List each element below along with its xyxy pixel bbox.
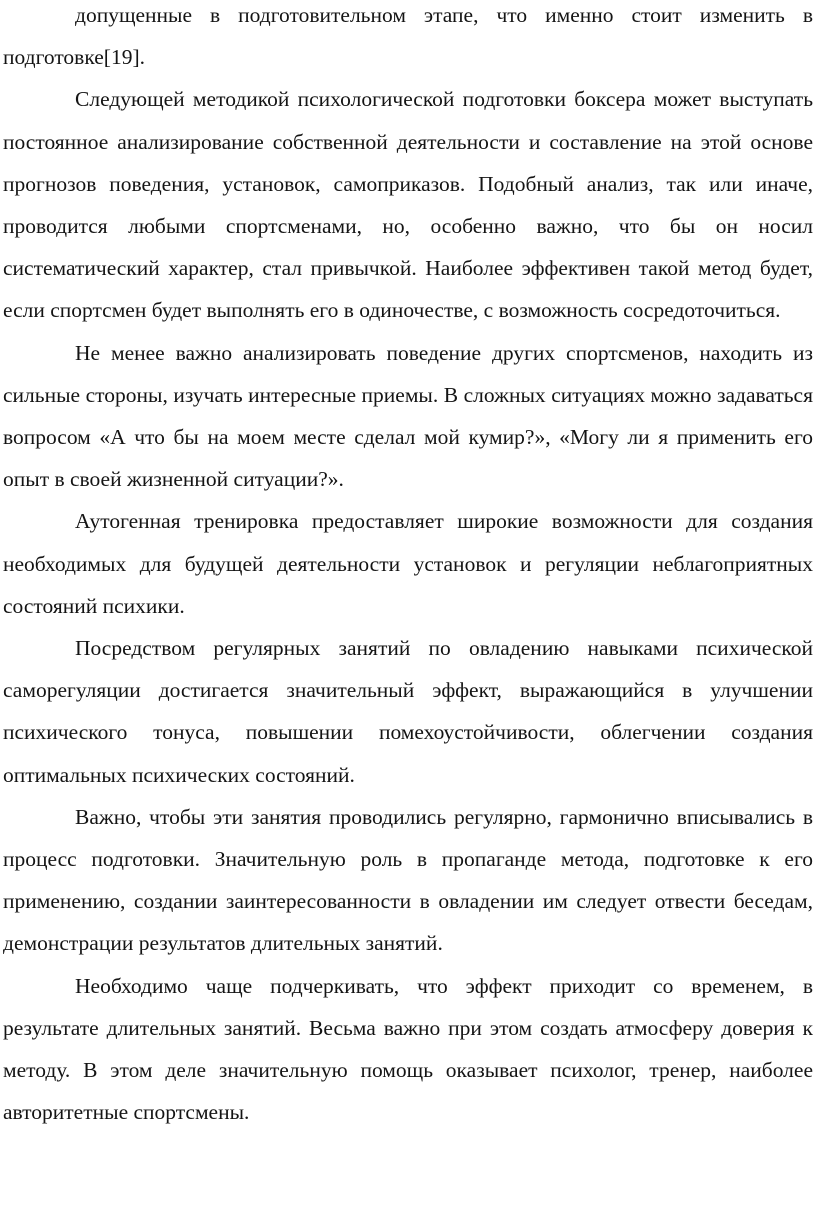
paragraph-analyze-others: Не менее важно анализировать поведение других спортсменов, находить из сильные стороны, изучать интересные приемы. В сложных ситуациях можно задаваться вопросом «А что бы на моем месте сделал мой кумир?», «Могу ли я применить его опыт в своей жизненной ситуации?». (3, 340, 813, 492)
paragraph-long-term-effect: Необходимо чаще подчеркивать, что эффект приходит со временем, в результате длительных занятий. Весьма важно при этом создать атмосферу доверия к методу. В этом деле значительную помощь оказывает психолог, тренер, наиболее авторитетные спортсмены. (3, 973, 813, 1125)
paragraph-autogenic-training: Аутогенная тренировка предоставляет широкие возможности для создания необходимых для будущей деятельности установок и регуляции неблагоприятных состояний психики. (3, 509, 813, 618)
paragraph-regular-sessions: Важно, чтобы эти занятия проводились регулярно, гармонично вписывались в процесс подготовки. Значительную роль в пропаганде метода, подготовке к его применению, создании заинтересованности в овладении им следует отвести беседам, демонстрации результатов длительных занятий. (3, 804, 813, 956)
paragraph-self-analysis: Следующей методикой психологической подготовки боксера может выступать постоянное анализирование собственной деятельности и составление на этой основе прогнозов поведения, установок, самоприказов. Подобный анализ, так или иначе, проводится любыми спортсменами, но, особенно важно, что бы он носил систематический характер, стал привычкой. Наиболее эффективен такой метод будет, если спортсмен будет выполнять его в одиночестве, с возможность сосредоточиться. (3, 87, 813, 323)
paragraph-continuation: допущенные в подготовительном этапе, что именно стоит изменить в подготовке[19]. (3, 3, 813, 70)
paragraph-self-regulation: Посредством регулярных занятий по овладению навыками психической саморегуляции достигается значительный эффект, выражающийся в улучшении психического тонуса, повышении помехоустойчивости, облегчении создания оптимальных психических состояний. (3, 636, 813, 787)
